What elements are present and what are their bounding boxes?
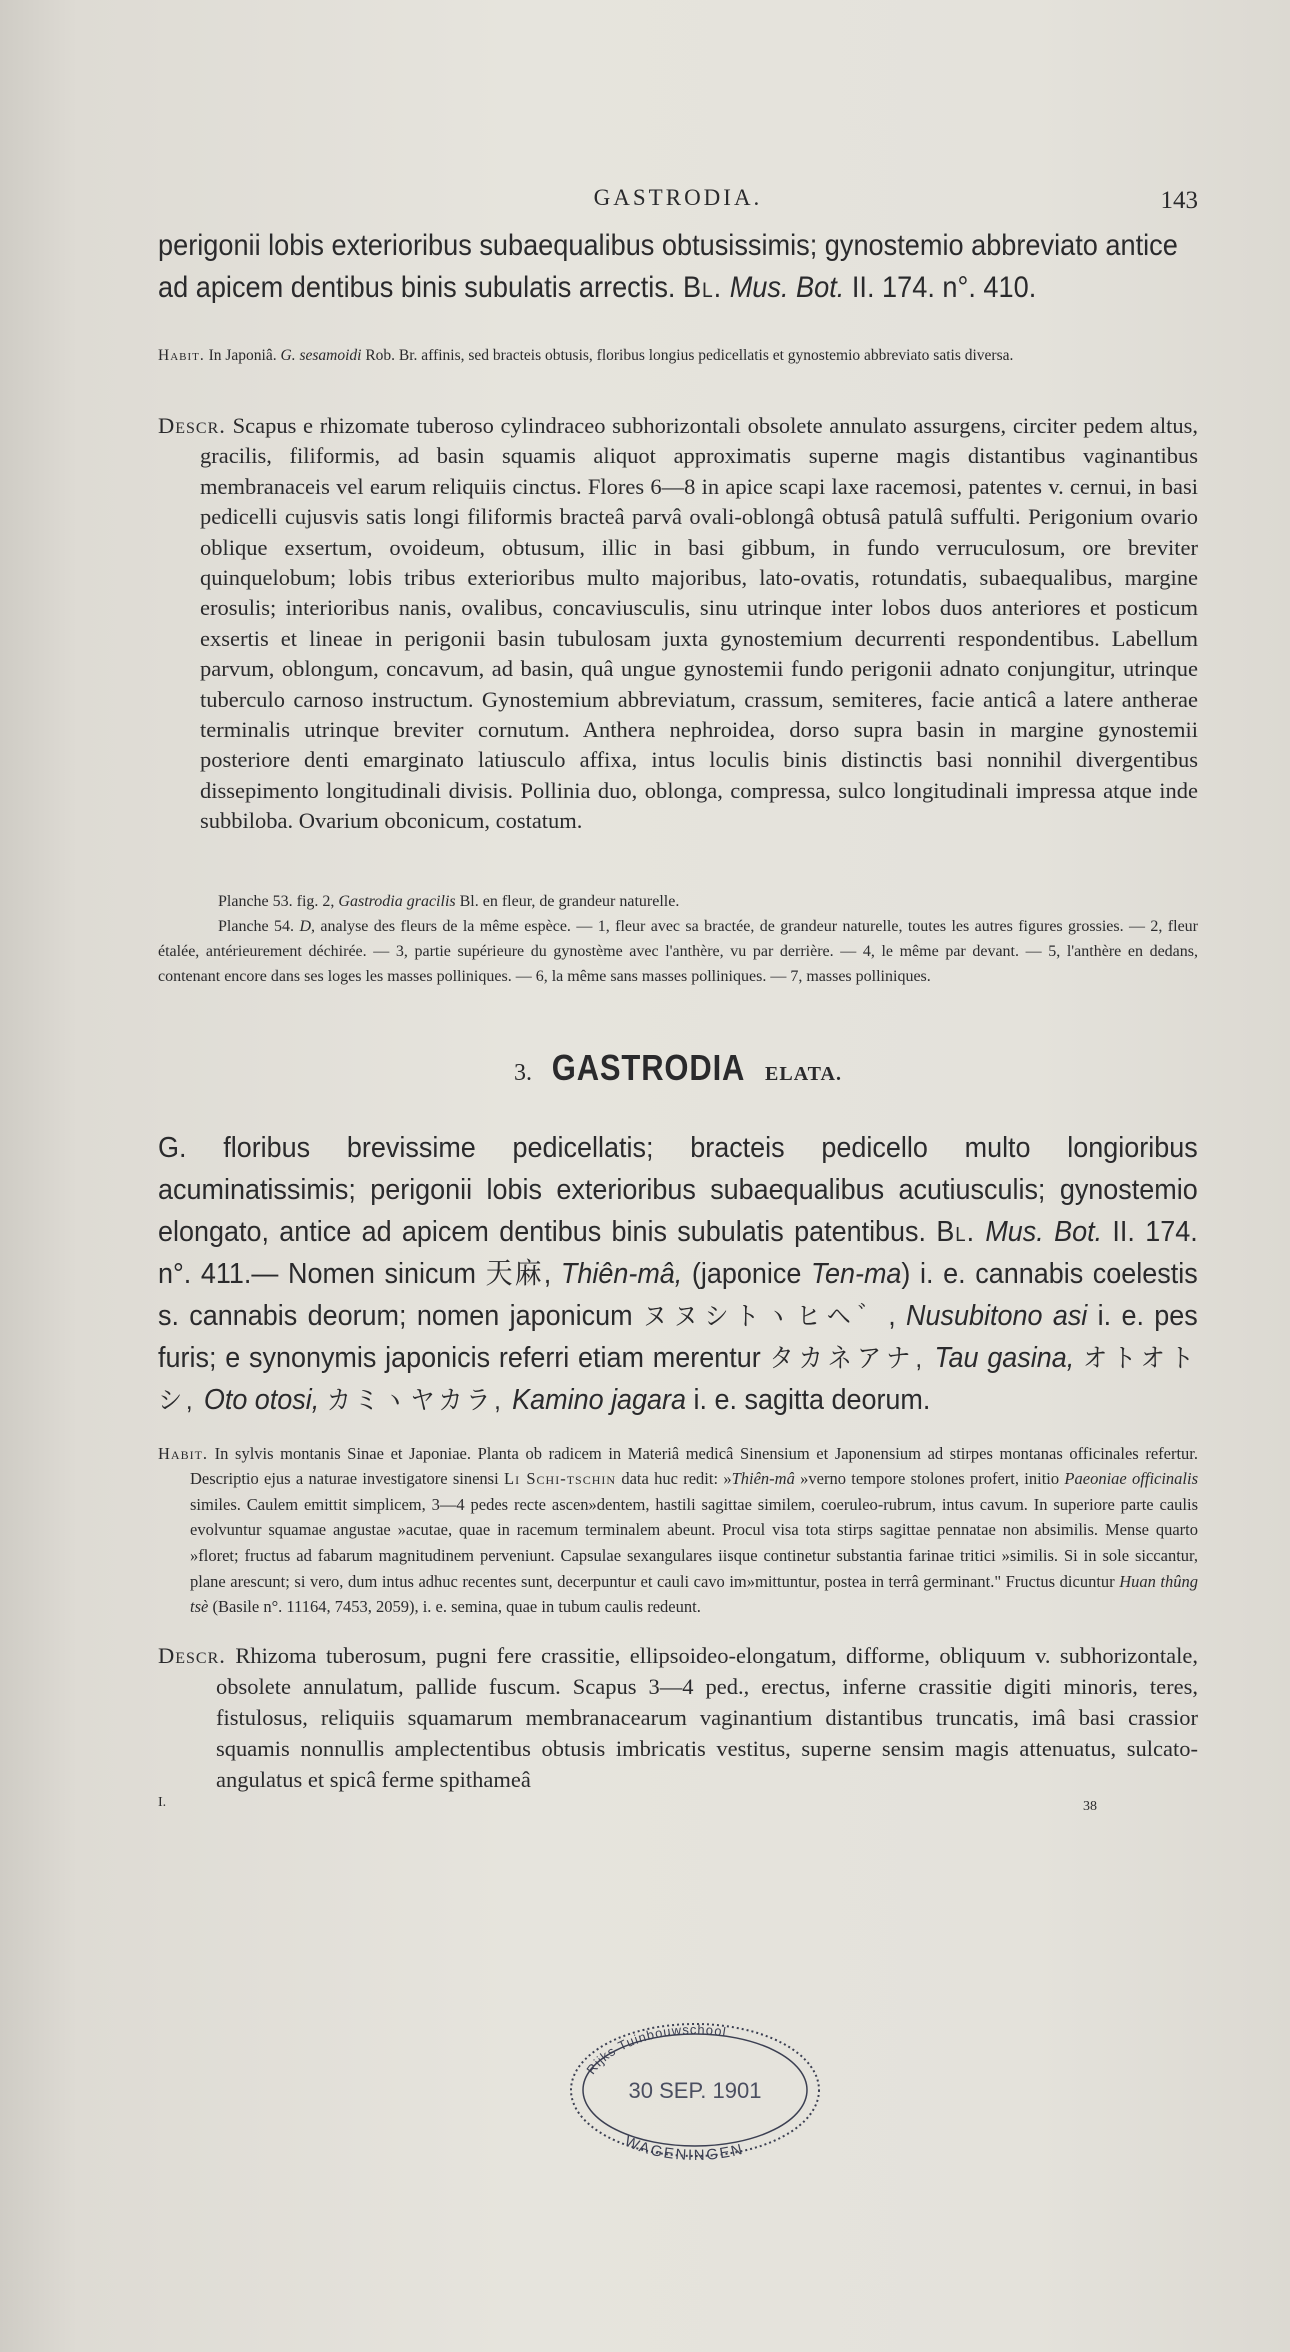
plate-caption: Planche 53. fig. 2, Gastrodia gracilis Bl. en fleur, de grandeur naturelle.	[218, 892, 680, 910]
plate-species: Gastrodia gracilis	[338, 892, 456, 910]
library-stamp	[565, 2018, 825, 2160]
running-head	[158, 175, 1198, 219]
plate-captions	[158, 889, 1198, 989]
description-text: Scapus e rhizomate tuberoso cylindraceo subhorizontali obsolete annulato assurgens, circiter pedem altus, gracilis, filiformis, ad basin squamis aliquot approximatis superne magis distantibus vaginantibus membranaceis vel earum reliquiis cinctus. Flores 6—8 in apice scapi laxe racemosi, patentes v. cernui, in basi pedicelli cujusvis satis longi filiformis bracteâ parvâ ovali-oblongâ obtusâ patulâ suffulti. Perigonium ovario oblique exsertum, ovoideum, obtusum, illic in basi gibbum, in fundo verruculosum, ore breviter quinquelobum; lobis tribus exterioribus multo majoribus, lato-ovatis, rotundatis, subaequalibus, margine erosulis; interioribus nanis, ovalibus, concaviusculis, sinu utrinque inter lobos duos anteriores et posticum exsertis et lineae in perigonii basin tubulosam juxta gynostemium decurrenti respondentibus. Labellum parvum, oblongum, concavum, ad basin, quâ ungue gynostemii fundo perigonii adnato conjungitur, utrinque tuberculo carnoso instructum. Gynostemium abbreviatum, crassum, semiteres, facie anticâ a latere antherae terminalis utrinque breviter cornutum. Anthera nephroidea, dorso supra basin in margine gynostemii posteriore denti emarginato latiusculo affixa, intus loculis binis distinctis basi nonnihil divergentibus dissepimento longitudinali divisis. Pollinia duo, oblonga, compressa, sulco longitudinali impressa atque inde subbiloba. Ovarium obconicum, costatum.	[200, 413, 1199, 834]
habitat-paragraph: Habit. In sylvis montanis Sinae et Japoniae. Planta ob radicem in Materiâ medicâ Sinensium et Japonensium ad stirpes montanas officinales refertur. Descriptio ejus a naturae investigatore sinensi Li Schi-tschin data huc redit: »Thiên-mâ »verno tempore stolones profert, initio Paeoniae officinalis similes. Caulem emittit simplicem, 3—4 pedes recte ascen»dentem, hastili sagittae similem, coeruleo-rubrum, intus cavum. In superiore parte caulis evolvuntur squamae angustae »acutae, quae in racemum terminalem abeunt. Procul visa tota stirps sagittae pennatae non absimilis. Mense quarto »floret; fructus ad fabarum magnitudinem perveniunt. Capsulae sexangulares iisque continetur substantia farinae tritici »similis. Si in sole siccantur, plane arescunt; si vero, dum intus adhuc recentes sunt, decerpuntur et cauli cavo im»mittuntur, postea in terrâ germinant." Fructus dicuntur Huan thûng tsè (Basile n°. 11164, 7453, 2059), i. e. semina, quae in tubum caulis redeunt.	[158, 1443, 1199, 1617]
habitat-label: Habit.	[158, 1443, 209, 1463]
reference-number: II. 174. n°. 411.—	[158, 1215, 1198, 1290]
chinese-name: 天麻	[485, 1257, 544, 1290]
reference-title: Mus. Bot.	[985, 1215, 1103, 1248]
book-page	[158, 175, 1198, 1823]
sheet-number: 38	[1083, 1798, 1097, 1814]
description-text: Rhizoma tuberosum, pugni fere crassitie, ellipsoideo-elongatum, difforme, obliquum v. subhorizontale, obsolete annulatum, pallide fuscum. Scapus 3—4 ped., erectus, inferne crassitie digiti minoris, teres, fistulosus, reliquiis squamarum membranacearum vaginantium distantibus truncatis, imâ basi crassior squamis nonnullis amplectentibus obtusis imbricatis vestitus, superne sensim magis attenuatus, sulcato-angulatus et spicâ ferme spithameâ	[216, 1642, 1198, 1792]
species-number: 3.	[514, 1059, 533, 1086]
species-diagnosis: G. floribus brevissime pedicellatis; bracteis pedicello multo longioribus acuminatissimis; perigonii lobis exterioribus subaequalibus acutiusculis; gynostemio elongato, antice ad apicem dentibus binis subulatis patentibus. Bl. Mus. Bot. II. 174. n°. 411.— Nomen sinicum 天麻, Thiên-mâ, (japonice Ten-ma) i. e. cannabis coelestis s. cannabis deorum; nomen japonicum ヌヌシトヽヒヘ゛, Nusubitono asi i. e. pes furis; e synonymis japonicis referri etiam merentur タカネアナ, Tau gasina, オトオトシ, Oto otosi, カミヽヤカラ, Kamino jagara i. e. sagitta deorum.	[158, 1131, 1198, 1416]
habitat-text: Rob. Br. affinis, sed bracteis obtusis, floribus longius pedicellatis et gynostemio abbreviato satis diversa.	[365, 347, 1014, 364]
stamp-bottom-text: WAGENINGEN	[622, 2132, 746, 2160]
japanese-kana: オトオトシ,	[158, 1342, 1198, 1415]
habitat-species: G. sesamoidi	[280, 347, 362, 364]
species-epithet: ELATA.	[765, 1062, 842, 1085]
plate-caption: Planche 54. D, analyse des fleurs de la même espèce. — 1, fleur avec sa bractée, de grandeur naturelle, toutes les autres figures grossies. — 2, fleur étalée, antérieurement déchirée. — 3, partie supérieure du gynostème avec l'anthère, vu par derrière. — 4, le même par devant. — 5, l'anthère en dedans, contenant encore dans ses loges les masses polliniques. — 6, la même sans masses polliniques. — 7, masses polliniques.	[158, 917, 1199, 985]
description-paragraph	[158, 1640, 1198, 1795]
running-head-title: GASTRODIA.	[593, 185, 763, 210]
reference-author: Bl.	[682, 271, 723, 304]
species-genus: GASTRODIA	[551, 1046, 746, 1088]
habitat-text: In Japoniâ.	[208, 347, 277, 364]
habitat-paragraph	[158, 345, 1198, 367]
reference-author: Bl.	[936, 1215, 976, 1248]
description-paragraph	[158, 411, 1198, 837]
page-footer	[158, 1795, 1198, 1823]
stamp-top-text: Rijks Tuinbouwschool	[583, 2021, 728, 2078]
cited-author: Li Schi-tschin	[504, 1469, 617, 1489]
stamp-graphic	[565, 2018, 825, 2160]
description-label: Descr.	[158, 1642, 226, 1668]
signature-mark: I.	[158, 1794, 167, 1810]
diagnosis-text: perigonii lobis exterioribus subaequalibus obtusissimis; gynostemio abbreviato antice ad apicem dentibus binis subulatis arrectis.	[158, 229, 1178, 304]
reference-title: Mus. Bot.	[729, 271, 845, 304]
japanese-kana: ヌヌシトヽヒヘ゛	[642, 1300, 889, 1331]
habitat-label: Habit.	[158, 347, 205, 364]
page-number: 143	[1160, 187, 1198, 214]
japanese-kana: カミヽヤカラ,	[326, 1384, 505, 1415]
stamp-date: 30 SEP. 1901	[628, 2078, 762, 2103]
reference-number: II. 174. n°. 410.	[851, 271, 1037, 304]
japanese-kana: タカネアナ,	[769, 1342, 926, 1373]
species-heading	[158, 1047, 1198, 1089]
previous-diagnosis-end	[158, 225, 1198, 309]
description-label: Descr.	[158, 413, 226, 438]
